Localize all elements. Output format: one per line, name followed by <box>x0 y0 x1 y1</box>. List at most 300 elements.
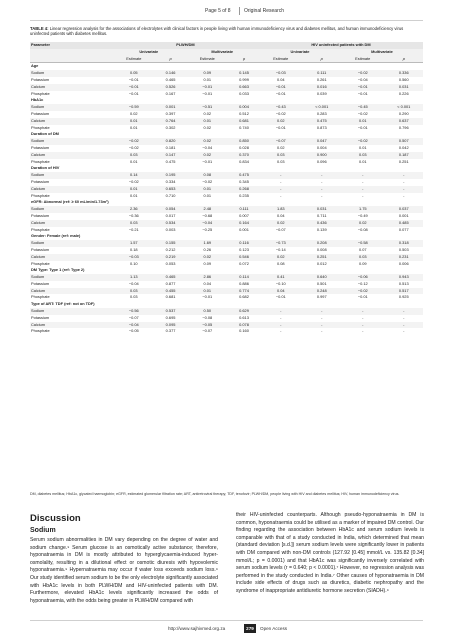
table-cell: 0.042 <box>398 144 409 150</box>
table-cell: - <box>403 328 405 334</box>
table-cell: 0.155 <box>156 240 186 247</box>
table-cell: 0.01 <box>130 158 138 164</box>
page-number: 279 <box>244 624 256 633</box>
row-label: Phosphate <box>31 192 50 198</box>
table-row <box>30 179 423 186</box>
table-cell: - <box>259 322 303 329</box>
table-cell: 0.436 <box>303 220 341 227</box>
table-cell: 0.02 <box>185 254 229 261</box>
table-cell: 0.01 <box>185 118 229 125</box>
table-cell: 0.10 <box>130 260 138 266</box>
table-section-row <box>30 165 423 172</box>
table-row <box>30 125 423 132</box>
table-cell: 0.537 <box>156 308 186 315</box>
table-cell: −0.08 <box>202 314 213 320</box>
table-cell: - <box>303 172 341 179</box>
table-cell: 0.123 <box>239 246 249 252</box>
table-cell: 0.039 <box>316 90 327 96</box>
table-cell: −0.04 <box>112 322 156 329</box>
discussion-paragraph-left: Serum sodium abnormalities in DM vary depending on the degree of water and sodium change.⁹ Serum glucose is an osmotically active substance; therefore, hyponatraemia in DM is mostly attributed to hyperglycaemia-induced hyper-osmolality, resulting in a dilutional effect or osmotic diuresis with hypovolemic hyponatraemia.⁹ Hypernatraemia may occur if water loss exceeds sodium loss.⁹ Our study identified serum sodium to be the only electrolyte significantly associated with HbA1c levels in both PLWH/DM and HIV-uninfected patients with DM. Furthermore, elevated HbA1c levels significantly increased the odds of hyponatraemia, with the odds being greater in PLWH/DM compared with <box>30 537 218 604</box>
table-cell: 0.01 <box>185 288 229 295</box>
sodium-subheading: Sodium <box>30 527 56 534</box>
table-cell: 0.283 <box>316 110 327 116</box>
footer-rule <box>30 620 423 621</box>
row-label: Calcium <box>30 220 112 227</box>
table-cell: - <box>280 328 282 334</box>
table-cell: 0.345 <box>239 178 249 184</box>
table-cell: - <box>259 172 303 179</box>
table-cell: 0.334 <box>165 178 176 184</box>
table-cell: 0.053 <box>165 260 176 266</box>
table-cell: 0.226 <box>398 90 409 96</box>
table-cell: - <box>280 314 282 320</box>
table-cell: 0.03 <box>259 152 303 159</box>
table-cell: −0.59 <box>112 104 156 111</box>
table-cell: −0.01 <box>259 84 303 91</box>
table-cell: 0.681 <box>229 118 259 125</box>
table-cell: 0.09 <box>185 70 229 77</box>
table-cell: 0.033 <box>239 90 249 96</box>
row-label: Calcium <box>30 288 112 295</box>
table-row <box>30 77 423 84</box>
table-cell: 0.01 <box>203 76 212 82</box>
table-cell: 0.003 <box>165 226 176 232</box>
table-cell: 0.850 <box>229 138 259 145</box>
table-cell: 0.248 <box>303 288 341 295</box>
table-cell: −0.12 <box>357 280 368 286</box>
table-cell: 0.09 <box>358 260 367 266</box>
table-section-row <box>30 233 423 240</box>
table-cell: 0.096 <box>316 158 327 164</box>
table-cell: - <box>303 322 341 329</box>
table-cell: - <box>341 186 385 193</box>
table-cell: 0.397 <box>165 110 176 116</box>
row-label: Potassium <box>31 280 50 286</box>
table-cell: - <box>403 192 405 198</box>
table-cell: 0.001 <box>398 212 409 218</box>
table-cell: 0.007 <box>239 212 249 218</box>
header-p: p <box>229 56 259 63</box>
table-cell: −0.01 <box>202 158 213 164</box>
table-row <box>30 118 423 125</box>
table-cell: 0.181 <box>165 144 176 150</box>
table-cell: 0.04 <box>276 76 285 82</box>
table-cell: - <box>385 322 423 329</box>
page-header <box>0 6 453 18</box>
row-label: Potassium <box>31 178 50 184</box>
table-cell: 0.116 <box>229 240 259 247</box>
table-cell: 0.01 <box>112 186 156 193</box>
table-cell: 0.834 <box>239 158 249 164</box>
table-subheader-row <box>30 49 423 56</box>
table-cell: −0.02 <box>128 178 139 184</box>
table-section-row <box>30 199 423 206</box>
table-cell: −0.02 <box>275 110 286 116</box>
row-label: Calcium <box>30 84 112 91</box>
table-row <box>30 220 423 227</box>
table-cell: −0.04 <box>357 76 368 82</box>
table-cell: 0.006 <box>398 260 409 266</box>
table-cell: 0.03 <box>276 158 285 164</box>
table-cell: 0.195 <box>156 172 186 179</box>
header-estimate: Estimate <box>185 56 229 63</box>
table-row <box>30 206 423 213</box>
table-cell: 0.111 <box>303 70 341 77</box>
table-row <box>30 281 423 288</box>
table-cell: 0.560 <box>398 76 409 82</box>
table-cell: 0.01 <box>130 192 138 198</box>
table-header-row <box>30 42 423 49</box>
table-cell: 1.83 <box>259 206 303 213</box>
table-row <box>30 227 423 234</box>
table-cell: 0.465 <box>156 274 186 281</box>
table-cell: 0.167 <box>165 90 176 96</box>
table-section-row <box>30 301 423 308</box>
open-access-label: Open Access <box>260 626 288 631</box>
row-label: Phosphate <box>31 260 50 266</box>
table-cell: 0.475 <box>229 172 259 179</box>
table-cell: - <box>321 178 323 184</box>
table-cell: 0.02 <box>259 118 303 125</box>
table-cell: 0.01 <box>203 192 212 198</box>
table-row <box>30 159 423 166</box>
table-row <box>30 315 423 322</box>
table-cell: −0.02 <box>112 138 156 145</box>
table-cell: 0.637 <box>385 118 423 125</box>
table-cell: 0.03 <box>112 220 156 227</box>
table-cell: - <box>321 314 323 320</box>
page-indicator: Page 5 of 8 <box>205 8 231 14</box>
row-label: Calcium <box>30 118 112 125</box>
table-cell: 0.03 <box>130 294 138 300</box>
table-cell: 0.03 <box>112 288 156 295</box>
table-row <box>30 91 423 98</box>
table-cell: 0.336 <box>385 70 423 77</box>
row-label: Phosphate <box>31 124 50 130</box>
table-cell: 0.711 <box>317 212 327 218</box>
table-cell: 0.047 <box>303 138 341 145</box>
table-cell: - <box>280 178 282 184</box>
table-cell: −0.01 <box>275 124 286 130</box>
table-body <box>30 63 423 335</box>
table-cell: 0.02 <box>185 152 229 159</box>
header-separator <box>239 7 240 15</box>
row-label: Calcium <box>30 322 112 329</box>
header-univariate: Univariate <box>259 49 341 56</box>
table-cell: - <box>403 314 405 320</box>
discussion-heading: Discussion <box>30 513 81 524</box>
table-row <box>30 152 423 159</box>
table-cell: 0.031 <box>303 206 341 213</box>
article-type: Original Research <box>244 8 285 14</box>
table-cell: 0.054 <box>156 206 186 213</box>
table-cell: 0.04 <box>276 212 285 218</box>
table-cell: 0.629 <box>229 308 259 315</box>
table-cell: 0.208 <box>303 240 341 247</box>
table-cell: 0.04 <box>203 280 212 286</box>
table-cell: 0.02 <box>259 254 303 261</box>
table-cell: 0.016 <box>303 84 341 91</box>
table-cell: −0.25 <box>202 226 213 232</box>
table-cell: 0.377 <box>165 328 176 334</box>
table-cell: 1.13 <box>112 274 156 281</box>
table-row <box>30 172 423 179</box>
table-cell: < 0.001 <box>303 104 341 111</box>
table-row <box>30 84 423 91</box>
row-label: Calcium <box>30 152 112 159</box>
row-label: Potassium <box>31 76 50 82</box>
table-row <box>30 186 423 193</box>
row-label: Sodium <box>30 308 112 315</box>
table-row <box>30 322 423 329</box>
table-cell: 0.14 <box>112 172 156 179</box>
table-section-row <box>30 131 423 138</box>
table-cell: −0.01 <box>275 90 286 96</box>
row-label: Sodium <box>30 240 112 247</box>
table-cell: 0.475 <box>303 118 341 125</box>
table-cell: 0.26 <box>203 246 212 252</box>
table-cell: −0.07 <box>275 226 286 232</box>
table-cell: −0.04 <box>185 220 229 227</box>
table-cell: 0.037 <box>385 206 423 213</box>
table-cell: 0.08 <box>185 172 229 179</box>
table-cell: 0.796 <box>398 124 409 130</box>
table-cell: 0.078 <box>229 322 259 329</box>
table-cell: - <box>321 328 323 334</box>
table-cell: 0.08 <box>276 260 285 266</box>
table-cell: −0.56 <box>112 308 156 315</box>
table-cell: 0.695 <box>165 314 176 320</box>
table-cell: - <box>341 308 385 315</box>
table-cell: −0.01 <box>128 90 139 96</box>
table-cell: 0.01 <box>130 124 138 130</box>
table-cell: −0.03 <box>112 254 156 261</box>
table-colheader-row <box>30 56 423 63</box>
discussion-left-column <box>30 512 218 605</box>
table-row <box>30 104 423 111</box>
table-cell: 0.004 <box>316 144 327 150</box>
table-cell: 0.01 <box>185 186 229 193</box>
header-p: p <box>303 56 341 63</box>
table-cell: −0.68 <box>202 212 213 218</box>
section-label: Duration of HIV <box>31 165 60 171</box>
table-cell: −0.01 <box>112 84 156 91</box>
table-cell: 1.75 <box>341 206 385 213</box>
section-label: Duration of DM <box>31 131 59 137</box>
header-p: p <box>385 56 423 63</box>
table-cell: 0.031 <box>385 84 423 91</box>
table-cell: - <box>385 308 423 315</box>
table-cell: −0.02 <box>341 288 385 295</box>
table-cell: 0.02 <box>341 220 385 227</box>
table-cell: 0.886 <box>239 280 249 286</box>
header-multivariate: Multivariate <box>341 49 423 56</box>
table-cell: 0.160 <box>239 328 249 334</box>
table-cell: 0.004 <box>229 104 259 111</box>
table-cell: −0.73 <box>259 240 303 247</box>
table-cell: 0.114 <box>229 274 259 281</box>
row-label: Sodium <box>30 274 112 281</box>
table-caption-text: Linear regression analysis for the associations of electrolytes with clinical factors in people living with human immunodeficiency virus and diabetes mellitus, and human immunodeficiency virus uninfected patients with diabetes mellitus. <box>30 26 404 37</box>
table-cell: - <box>341 172 385 179</box>
table-cell: 0.925 <box>398 294 409 300</box>
discussion-right-column <box>236 512 424 596</box>
table-cell: −0.05 <box>128 328 139 334</box>
table-cell: −0.10 <box>275 280 286 286</box>
section-label: eGFR: Abnormal (ref: ≥ 60 mL/min/1.73m²) <box>31 199 109 205</box>
table-cell: - <box>303 186 341 193</box>
header-parameter: Parameter <box>30 42 112 49</box>
table-cell: −0.01 <box>357 90 368 96</box>
table-cell: 1.69 <box>185 240 229 247</box>
table-cell: 0.640 <box>303 274 341 281</box>
table-cell: 0.04 <box>259 288 303 295</box>
table-cell: 0.41 <box>259 274 303 281</box>
row-label: Calcium <box>30 186 112 193</box>
table-cell: −0.49 <box>357 212 368 218</box>
table-cell: 0.653 <box>156 186 186 193</box>
table-cell: 0.475 <box>165 158 176 164</box>
table-cell: 0.900 <box>303 152 341 159</box>
table-cell: 0.774 <box>229 288 259 295</box>
table-cell: 0.290 <box>398 110 409 116</box>
table-cell: 0.01 <box>358 144 367 150</box>
table-cell: −0.07 <box>259 138 303 145</box>
table-cell: 0.219 <box>156 254 186 261</box>
table-cell: −0.14 <box>275 246 286 252</box>
header-estimate: Estimate <box>341 56 385 63</box>
table-cell: −0.02 <box>357 110 368 116</box>
table-cell: 0.072 <box>239 260 249 266</box>
table-cell: 0.01 <box>358 158 367 164</box>
table-cell: 1.57 <box>112 240 156 247</box>
table-row <box>30 308 423 315</box>
table-cell: 0.02 <box>203 124 212 130</box>
table-row <box>30 288 423 295</box>
table-cell: - <box>259 308 303 315</box>
table-cell: −0.01 <box>185 84 229 91</box>
header-group-plwh: PLWH/DM <box>112 42 259 49</box>
table-cell: −0.01 <box>341 84 385 91</box>
row-label: Sodium <box>30 138 112 145</box>
table-cell: 0.187 <box>385 152 423 159</box>
table-cell: - <box>362 314 364 320</box>
table-cell: −0.01 <box>202 294 213 300</box>
table-cell: 0.077 <box>398 226 409 232</box>
table-cell: 0.01 <box>112 118 156 125</box>
row-label: Phosphate <box>31 226 50 232</box>
table-row <box>30 240 423 247</box>
table-cell: 2.48 <box>185 206 229 213</box>
table-cell: 0.820 <box>156 138 186 145</box>
page-footer <box>0 624 453 636</box>
table-cell: - <box>259 186 303 193</box>
table-cell: - <box>385 172 423 179</box>
journal-url-link[interactable]: http://www.sajhivmed.org.za <box>168 626 226 631</box>
table-cell: - <box>341 322 385 329</box>
table-cell: 0.251 <box>398 158 409 164</box>
table-cell: 2.86 <box>185 274 229 281</box>
table-cell: 0.147 <box>156 152 186 159</box>
row-label: Potassium <box>31 144 50 150</box>
table-cell: 0.008 <box>316 246 327 252</box>
table-cell: −0.02 <box>202 178 213 184</box>
table-cell: −0.05 <box>185 322 229 329</box>
row-label: Sodium <box>30 104 112 111</box>
table-cell: 0.235 <box>239 192 249 198</box>
section-label: Gender: Female (ref: male) <box>31 233 81 239</box>
table-cell: 0.145 <box>229 70 259 77</box>
table-cell: 0.05 <box>112 70 156 77</box>
table-row <box>30 138 423 145</box>
table-cell: 0.139 <box>316 226 327 232</box>
row-label: Phosphate <box>31 294 50 300</box>
table-cell: −0.21 <box>128 226 139 232</box>
table-cell: −0.03 <box>259 70 303 77</box>
table-cell: 0.50 <box>185 308 229 315</box>
section-label: DM Type: Type 1 (ref: Type 2) <box>31 267 85 273</box>
table-cell: - <box>280 192 282 198</box>
table-cell: 0.764 <box>156 118 186 125</box>
table-cell: 0.681 <box>165 294 176 300</box>
table-cell: 0.212 <box>165 246 176 252</box>
table-caption <box>30 26 423 37</box>
table-cell: 0.485 <box>385 220 423 227</box>
table-cell: −0.02 <box>341 138 385 145</box>
table-cell: −0.04 <box>202 144 213 150</box>
row-label: Potassium <box>31 314 50 320</box>
table-cell: 0.877 <box>165 280 176 286</box>
header-multivariate: Multivariate <box>185 49 258 56</box>
table-cell: −0.01 <box>202 90 213 96</box>
table-cell: 0.01 <box>341 118 385 125</box>
table-cell: 0.02 <box>276 144 285 150</box>
table-row <box>30 247 423 254</box>
table-cell: 0.18 <box>130 246 138 252</box>
table-cell: 0.02 <box>185 138 229 145</box>
table-row <box>30 213 423 220</box>
table-cell: −0.43 <box>259 104 303 111</box>
table-cell: 0.02 <box>130 110 138 116</box>
table-cell: 0.503 <box>398 246 409 252</box>
header-p: p <box>156 56 186 63</box>
table-cell: −0.06 <box>341 274 385 281</box>
table-cell: 0.03 <box>341 152 385 159</box>
header-group-hiv-uninfected: HIV uninfected patients with DM <box>259 42 423 49</box>
table-cell: 0.268 <box>229 186 259 193</box>
table-row <box>30 254 423 261</box>
table-row <box>30 70 423 77</box>
table-cell: - <box>321 192 323 198</box>
table-cell: 0.164 <box>229 220 259 227</box>
table-row <box>30 193 423 200</box>
table-cell: 0.03 <box>341 254 385 261</box>
table-cell: 0.517 <box>385 288 423 295</box>
table-section-row <box>30 63 423 70</box>
table-cell: 0.07 <box>358 246 367 252</box>
table-cell: −0.58 <box>341 240 385 247</box>
table-cell: −0.01 <box>357 294 368 300</box>
row-label: Potassium <box>31 110 50 116</box>
table-cell: 0.513 <box>398 280 409 286</box>
table-cell: 0.534 <box>156 220 186 227</box>
table-cell: 0.613 <box>239 314 249 320</box>
table-cell: −0.02 <box>128 144 139 150</box>
table-row <box>30 294 423 301</box>
table-cell: 0.001 <box>239 226 249 232</box>
section-label: HbA1c <box>31 97 44 103</box>
table-cell: 0.017 <box>165 212 176 218</box>
